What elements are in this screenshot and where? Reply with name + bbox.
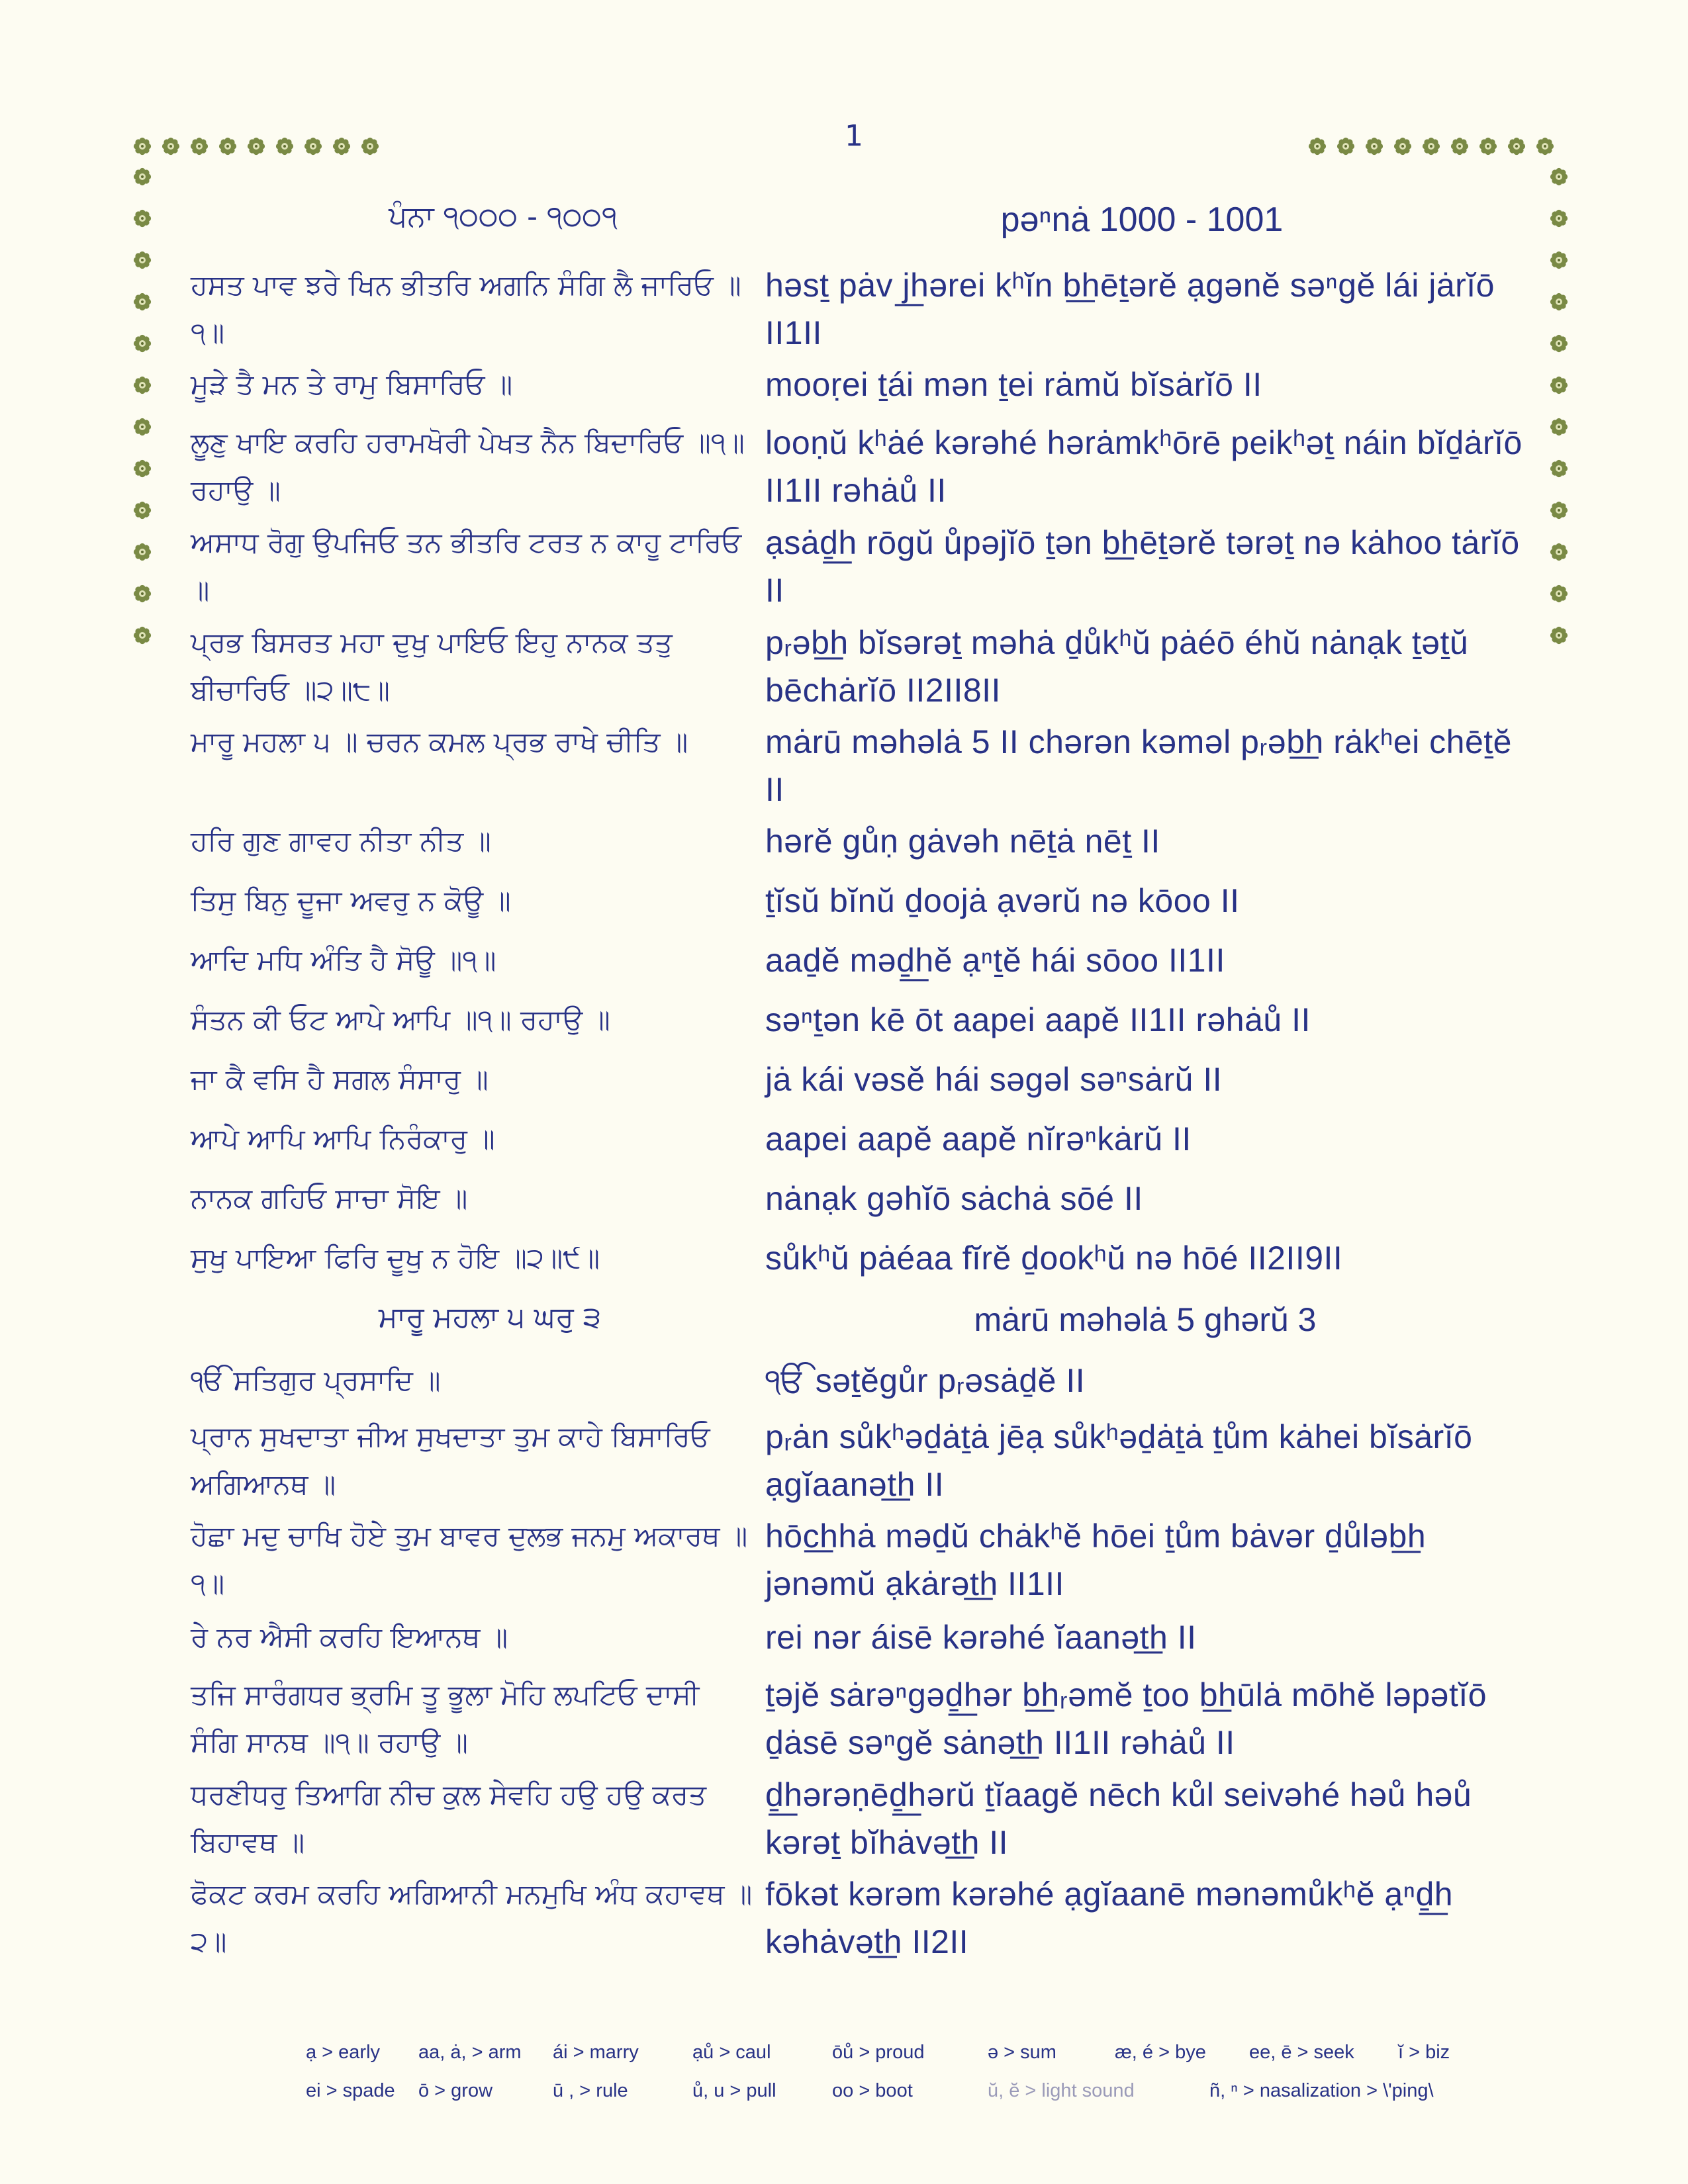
verse-row (191, 996, 1534, 1044)
legend-item: ĭ > biz (1398, 2042, 1450, 2063)
flower-ornament-icon (1549, 542, 1569, 562)
verse-translit: mooṛei ṯái mən ṯei rȧmŭ bĭsȧrĭō II (765, 366, 1262, 403)
flower-ornament-icon (1535, 136, 1555, 156)
verse-translit: aaḏĕ məḏ͟hĕ ạⁿṯĕ hái sōoo II1II (765, 942, 1225, 979)
verse-translit: ੴ səṯĕgůr pᵣəsȧḏĕ II (765, 1362, 1086, 1399)
verse-row (191, 718, 1534, 808)
verse-translit: pᵣəb͟h bĭsərəṯ məhȧ ḏůkʰŭ pȧéō éhŭ nȧnạk ṯəṯŭ bēchȧrĭō II2II8II (765, 624, 1469, 709)
legend-item: ái > marry (553, 2042, 639, 2063)
verse-row (191, 419, 1534, 514)
flower-ornament-icon (1507, 136, 1526, 156)
flower-ornament-icon (132, 500, 152, 520)
verse-gurmukhi: ਰੇ ਨਰ ਐਸੀ ਕਰਹਿ ਇਆਨਥ ॥ (191, 1621, 508, 1653)
verse-row (191, 619, 1534, 714)
verse-translit: ạsȧḏ͟h rōgŭ ůpəjĭō ṯən b͟hēṯərĕ tərəṯ nə kȧhoo tȧrĭō II (765, 524, 1520, 609)
verse-gurmukhi: ੴ ਸਤਿਗੁਰ ਪ੍ਰਸਾਦਿ ॥ (191, 1364, 441, 1396)
legend-item: ə > sum (988, 2042, 1056, 2063)
flower-ornament-icon (1549, 292, 1569, 312)
flower-ornament-icon (132, 459, 152, 478)
legend-item: ạ > early (306, 2042, 381, 2063)
flower-ornament-icon (275, 136, 295, 156)
flower-ornament-icon (132, 542, 152, 562)
legend-item: aa, ȧ, > arm (418, 2042, 522, 2063)
flower-ornament-icon (132, 417, 152, 437)
verse-translit: fōkət kərəm kərəhé ạgĭaanē mənəmůkʰĕ ạⁿḏ͟h kəhȧvət͟h II2II (765, 1876, 1454, 1960)
flower-ornament-icon (1549, 625, 1569, 645)
flower-ornament-icon (132, 334, 152, 353)
verse-gurmukhi: ਹਸਤ ਪਾਵ ਝਰੇ ਖਿਨ ਭੀਤਰਿ ਅਗਨਿ ਸੰਗਿ ਲੈ ਜਾਰਿਓ ॥੧॥ (191, 269, 741, 349)
verse-gurmukhi: ਜਾ ਕੈ ਵਸਿ ਹੈ ਸਗਲ ਸੰਸਾਰੁ ॥ (191, 1063, 489, 1095)
verse-row (191, 1413, 1534, 1508)
verse-translit: pᵣȧn sůkʰəḏȧṯȧ jēạ sůkʰəḏȧṯȧ ṯům kȧhei bĭsȧrĭō ạgĭaanət͟h II (765, 1418, 1473, 1503)
verse-translit: həsṯ pȧv j͟hərei kʰĭn b͟hēṯərĕ ạgənĕ səⁿgĕ lái jȧrĭō II1II (765, 267, 1495, 351)
flower-ornament-icon (161, 136, 181, 156)
verse-gurmukhi: ਆਦਿ ਮਧਿ ਅੰਤਿ ਹੈ ਸੋਊ ॥੧॥ (191, 944, 496, 976)
flower-ornament-icon (1478, 136, 1498, 156)
verse-translit: ṯəjĕ sȧrəⁿgəḏ͟hər b͟hᵣəmĕ ṯoo b͟hūlȧ mōhĕ ləpətĭō ḏȧsē səⁿgĕ sȧnət͟h II1II rəhȧů II (765, 1676, 1487, 1761)
heading-gurmukhi: ਪੰਨਾ ੧੦੦੦ - ੧੦੦੧ (389, 200, 618, 234)
left-flower-border (132, 167, 152, 645)
verse-row (191, 1175, 1534, 1222)
verse-translit: nȧnạk gəhĭō sȧchȧ sōé II (765, 1180, 1143, 1217)
legend-row-1 (306, 2042, 1497, 2080)
legend-item: ei > spade (306, 2080, 395, 2101)
verse-row (191, 1614, 1534, 1661)
flower-ornament-icon (132, 250, 152, 270)
verse-translit: aapei aapĕ aapĕ nĭrəⁿkȧrŭ II (765, 1120, 1192, 1158)
verse-gurmukhi: ਲੂਣੁ ਖਾਇ ਕਰਹਿ ਹਰਾਮਖੋਰੀ ਪੇਖਤ ਨੈਨ ਬਿਦਾਰਿਓ ॥੧॥ ਰਹਾਉ ॥ (191, 426, 745, 506)
verse-translit: hōc͟hhȧ məḏŭ chȧkʰĕ hōei ṯům bȧvər ḏůləb͟h jənəmŭ ạkȧrət͟h II1II (765, 1518, 1427, 1602)
verse-gurmukhi: ਮਾਰੂ ਮਹਲਾ ੫ ॥ ਚਰਨ ਕਮਲ ਪ੍ਰਭ ਰਾਖੇ ਚੀਤਿ ॥ (191, 725, 688, 758)
top-right-flower-border (1307, 136, 1555, 156)
flower-ornament-icon (132, 167, 152, 187)
section-heading-gurmukhi: ਮਾਰੂ ਮਹਲਾ ੫ ਘਰੁ ੩ (378, 1300, 602, 1334)
flower-ornament-icon (1307, 136, 1327, 156)
verse-translit: looṇŭ kʰȧé kərəhé hərȧmkʰōrē peikʰəṯ náin bĭḏȧrĭō II1II rəhȧů II (765, 424, 1523, 509)
verse-row (191, 1771, 1534, 1866)
verse-gurmukhi: ਮੂੜੇ ਤੈ ਮਨ ਤੇ ਰਾਮੁ ਬਿਸਾਰਿਓ ॥ (191, 368, 513, 400)
verse-row (191, 1870, 1534, 1966)
flower-ornament-icon (132, 625, 152, 645)
verse-row (191, 1056, 1534, 1103)
verse-translit: hərĕ gůṇ gȧvəh nēṯȧ nēṯ II (765, 823, 1160, 860)
verse-translit: ḏ͟hərəṇēḏ͟hərŭ ṯĭaagĕ nēch kůl seivəhé həů həů kərəṯ bĭhȧvət͟h II (765, 1776, 1472, 1861)
verse-gurmukhi: ਤਜਿ ਸਾਰੰਗਧਰ ਭ੍ਰਮਿ ਤੂ ਭੂਲਾ ਮੋਹਿ ਲਪਟਿਓ ਦਾਸੀ ਸੰਗਿ ਸਾਨਥ ॥੧॥ ਰਹਾਉ ॥ (191, 1678, 700, 1758)
legend-item: ñ, ⁿ > nasalization > \'ping\ (1209, 2080, 1434, 2101)
verse-gurmukhi: ਆਪੇ ਆਪਿ ਆਪਿ ਨਿਰੰਕਾਰੁ ॥ (191, 1122, 495, 1155)
flower-ornament-icon (1336, 136, 1356, 156)
flower-ornament-icon (1364, 136, 1384, 156)
heading-translit: pəⁿnȧ 1000 - 1001 (1000, 201, 1284, 239)
verse-gurmukhi: ਸੁਖੁ ਪਾਇਆ ਫਿਰਿ ਦੂਖੁ ਨ ਹੋਇ ॥੨॥੯॥ (191, 1242, 600, 1274)
legend-item: æ, é > bye (1115, 2042, 1206, 2063)
verse-row (191, 361, 1534, 408)
legend-item: ōů > proud (832, 2042, 925, 2063)
legend-item: ō > grow (418, 2080, 493, 2101)
right-flower-border (1549, 167, 1569, 645)
flower-ornament-icon (132, 584, 152, 604)
verse-gurmukhi: ਅਸਾਧ ਰੋਗੁ ਉਪਜਿਓ ਤਨ ਭੀਤਰਿ ਟਰਤ ਨ ਕਾਹੂ ਟਾਰਿਓ ॥ (191, 526, 742, 606)
flower-ornament-icon (218, 136, 238, 156)
section-heading-translit: mȧrū məhəlȧ 5 ghərŭ 3 (974, 1301, 1317, 1338)
flower-ornament-icon (303, 136, 323, 156)
legend-item: oo > boot (832, 2080, 913, 2101)
flower-ornament-icon (132, 292, 152, 312)
flower-ornament-icon (132, 208, 152, 228)
verse-row (191, 877, 1534, 925)
verse-row (191, 261, 1534, 357)
verse-translit: mȧrū məhəlȧ 5 II chərən kəməl pᵣəb͟h rȧkʰei chēṯĕ II (765, 723, 1512, 808)
verse-gurmukhi: ਹੋਛਾ ਮਦੁ ਚਾਖਿ ਹੋਏ ਤੁਮ ਬਾਵਰ ਦੁਲਭ ਜਨਮੁ ਅਕਾਰਥ ॥੧॥ (191, 1520, 748, 1600)
verse-gurmukhi: ਧਰਣੀਧਰੁ ਤਿਆਗਿ ਨੀਚ ਕੁਲ ਸੇਵਹਿ ਹਉ ਹਉ ਕਰਤ ਬਿਹਾਵਥ ॥ (191, 1778, 706, 1858)
verse-gurmukhi: ਪ੍ਰਭ ਬਿਸਰਤ ਮਹਾ ਦੁਖੁ ਪਾਇਓ ਇਹੁ ਨਾਨਕ ਤਤੁ ਬੀਚਾਰਿਓ ॥੨॥੮॥ (191, 626, 673, 706)
verse-gurmukhi: ਪ੍ਰਾਨ ਸੁਖਦਾਤਾ ਜੀਅ ਸੁਖਦਾਤਾ ਤੁਮ ਕਾਹੇ ਬਿਸਾਰਿਓ ਅਗਿਆਨਥ ॥ (191, 1420, 710, 1500)
verse-gurmukhi: ਨਾਨਕ ਗਹਿਓ ਸਾਚਾ ਸੋਇ ॥ (191, 1182, 468, 1214)
flower-ornament-icon (1549, 208, 1569, 228)
flower-ornament-icon (1549, 250, 1569, 270)
verse-gurmukhi: ਹਰਿ ਗੁਣ ਗਾਵਹ ਨੀਤਾ ਨੀਤ ॥ (191, 825, 491, 857)
pronunciation-legend (306, 2042, 1497, 2118)
flower-ornament-icon (1549, 375, 1569, 395)
flower-ornament-icon (332, 136, 352, 156)
top-left-flower-border (132, 136, 380, 156)
verse-row (191, 1671, 1534, 1766)
legend-item: ū , > rule (553, 2080, 628, 2101)
flower-ornament-icon (132, 136, 152, 156)
flower-ornament-icon (1549, 334, 1569, 353)
legend-item: ee, ē > seek (1249, 2042, 1354, 2063)
verse-row (191, 519, 1534, 614)
flower-ornament-icon (1549, 167, 1569, 187)
flower-ornament-icon (1549, 417, 1569, 437)
flower-ornament-icon (1549, 584, 1569, 604)
verse-translit: rei nər áisē kərəhé ĭaanət͟h II (765, 1619, 1197, 1656)
verse-row (191, 1512, 1534, 1608)
legend-item: ů, u > pull (692, 2080, 776, 2101)
legend-item: ŭ, ĕ > light sound (988, 2080, 1135, 2101)
flower-ornament-icon (1393, 136, 1413, 156)
flower-ornament-icon (189, 136, 209, 156)
page-number: 1 (845, 119, 863, 153)
verse-translit: səⁿṯən kē ōt aapei aapĕ II1II rəhȧů II (765, 1001, 1311, 1038)
verse-gurmukhi: ਸੰਤਨ ਕੀ ਓਟ ਆਪੇ ਆਪਿ ॥੧॥ ਰਹਾਉ ॥ (191, 1003, 610, 1036)
verse-gurmukhi: ਫੋਕਟ ਕਰਮ ਕਰਹਿ ਅਗਿਆਨੀ ਮਨਮੁਖਿ ਅੰਧ ਕਹਾਵਥ ॥੨॥ (191, 1878, 753, 1958)
flower-ornament-icon (1421, 136, 1441, 156)
flower-ornament-icon (246, 136, 266, 156)
flower-ornament-icon (1549, 459, 1569, 478)
verse-gurmukhi: ਤਿਸੁ ਬਿਨੁ ਦੂਜਾ ਅਵਰੁ ਨ ਕੋਊ ॥ (191, 884, 511, 917)
verse-row (191, 817, 1534, 865)
verse-translit: ṯĭsŭ bĭnŭ ḏoojȧ ạvərŭ nə kōoo II (765, 882, 1240, 919)
flower-ornament-icon (1549, 500, 1569, 520)
legend-row-2 (306, 2080, 1497, 2118)
verse-row (191, 1234, 1534, 1282)
flower-ornament-icon (1450, 136, 1470, 156)
verse-translit: sůkʰŭ pȧéaa fĭrĕ ḏookʰŭ nə hōé II2II9II (765, 1240, 1343, 1277)
legend-item: ạů > caul (692, 2042, 771, 2063)
verse-translit: jȧ kái vəsĕ hái səgəl səⁿsȧrŭ II (765, 1061, 1223, 1098)
verse-row (191, 1115, 1534, 1163)
flower-ornament-icon (132, 375, 152, 395)
flower-ornament-icon (360, 136, 380, 156)
verse-row (191, 1357, 1534, 1404)
verse-row (191, 936, 1534, 984)
